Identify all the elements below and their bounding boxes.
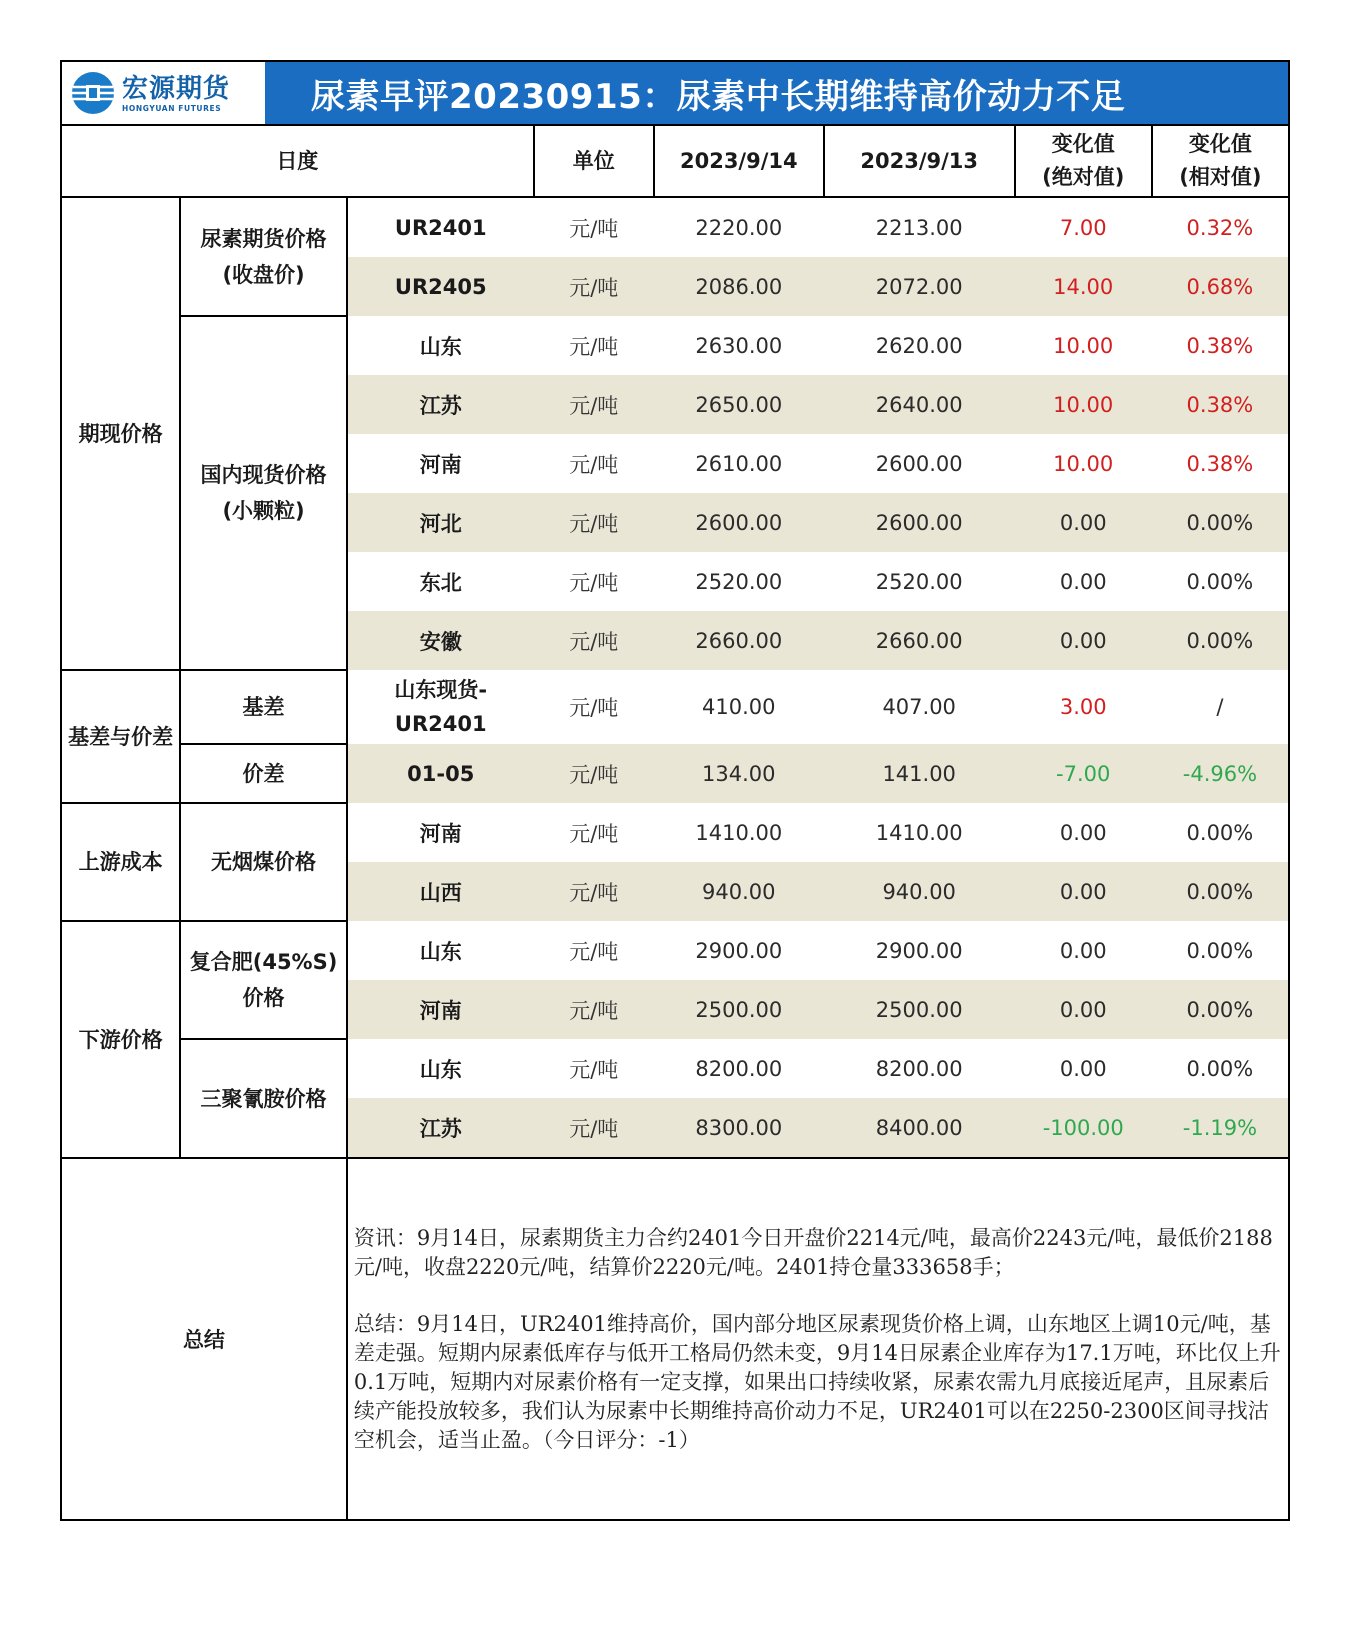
row-item: UR2405 bbox=[347, 257, 534, 316]
row-item: 山西 bbox=[347, 862, 534, 921]
row-value-date1: 2600.00 bbox=[654, 493, 824, 552]
row-unit: 元/吨 bbox=[534, 862, 654, 921]
table-row bbox=[61, 1039, 1289, 1098]
group-spot-price: 国内现货价格 (小颗粒) bbox=[180, 316, 347, 670]
summary-conclusion: 总结：9月14日，UR2401维持高价，国内部分地区尿素现货价格上调，山东地区上调10元/吨，基差走强。短期内尿素低库存与低开工格局仍然未变，9月14日尿素企业库存为17.1万吨，环比仅上升0.1万吨，短期内对尿素价格有一定支撑，如果出口持续收紧，尿素农需九月底接近尾声，且尿素后续产能投放较多，我们认为尿素中长期维持高价动力不足，UR2401可以在2250-2300区间寻找沽空机会，适当止盈。（今日评分：-1） bbox=[353, 1311, 1281, 1452]
row-rel-change: 0.00% bbox=[1152, 1039, 1289, 1098]
section-upstream: 上游成本 bbox=[61, 803, 180, 921]
row-value-date1: 2220.00 bbox=[695, 215, 783, 240]
row-unit: 元/吨 bbox=[534, 1098, 654, 1158]
row-value-date2: 2600.00 bbox=[875, 451, 963, 476]
row-value-date1: 2086.00 bbox=[654, 257, 824, 316]
row-unit: 元/吨 bbox=[569, 821, 619, 846]
row-abs-change: 0.00 bbox=[1059, 569, 1107, 594]
row-value-date1: 2520.00 bbox=[695, 569, 783, 594]
row-item: 河南 bbox=[347, 980, 534, 1039]
row-value-date2: 2520.00 bbox=[875, 569, 963, 594]
row-value-date2: 1410.00 bbox=[875, 820, 963, 845]
row-value-date1: 2900.00 bbox=[695, 938, 783, 963]
row-rel-change: -1.19% bbox=[1152, 1098, 1289, 1158]
row-unit: 元/吨 bbox=[534, 257, 654, 316]
row-abs-change: 3.00 bbox=[1059, 695, 1107, 719]
row-value-date2: 2640.00 bbox=[824, 375, 1015, 434]
table-header-row bbox=[61, 125, 1289, 197]
header-abs-change: 变化值 (绝对值) bbox=[1015, 125, 1152, 197]
row-abs-change: 10.00 bbox=[1053, 451, 1114, 476]
summary-row bbox=[61, 1158, 1289, 1520]
row-item: 山东 bbox=[419, 1057, 462, 1082]
report-title: 尿素早评20230915：尿素中长期维持高价动力不足 bbox=[265, 62, 1288, 124]
row-rel-change: 0.00% bbox=[1152, 921, 1289, 980]
section-futures-spot: 期现价格 bbox=[61, 197, 180, 670]
section-basis-spread: 基差与价差 bbox=[61, 670, 180, 803]
brand-name-en: HONGYUAN FUTURES bbox=[122, 103, 222, 113]
row-value-date1: 2660.00 bbox=[654, 611, 824, 670]
row-value-date1: 1410.00 bbox=[695, 820, 783, 845]
row-abs-change: 0.00 bbox=[1059, 820, 1107, 845]
row-abs-change: -100.00 bbox=[1015, 1098, 1152, 1158]
section-downstream: 下游价格 bbox=[61, 921, 180, 1158]
row-abs-change: 0.00 bbox=[1015, 862, 1152, 921]
table-row bbox=[61, 316, 1289, 375]
row-abs-change: -7.00 bbox=[1015, 744, 1152, 803]
row-unit: 元/吨 bbox=[569, 696, 619, 720]
row-abs-change: 7.00 bbox=[1059, 215, 1107, 240]
row-value-date1: 2650.00 bbox=[654, 375, 824, 434]
row-abs-change: 10.00 bbox=[1015, 375, 1152, 434]
row-abs-change: 0.00 bbox=[1059, 1056, 1107, 1081]
row-rel-change: 0.00% bbox=[1152, 862, 1289, 921]
row-value-date2: 2900.00 bbox=[875, 938, 963, 963]
header-date1: 2023/9/14 bbox=[654, 125, 824, 197]
row-value-date2: 141.00 bbox=[824, 744, 1015, 803]
group-futures-price: 尿素期货价格 (收盘价) bbox=[180, 197, 347, 316]
group-anthracite: 无烟煤价格 bbox=[180, 803, 347, 921]
row-item: 东北 bbox=[419, 570, 462, 595]
row-rel-change: 0.00% bbox=[1152, 552, 1289, 611]
row-rel-change: 0.68% bbox=[1152, 257, 1289, 316]
row-value-date1: 8200.00 bbox=[695, 1056, 783, 1081]
row-item: 山东 bbox=[419, 939, 462, 964]
table-row bbox=[61, 197, 1289, 257]
row-item: 江苏 bbox=[347, 1098, 534, 1158]
row-item: 江苏 bbox=[347, 375, 534, 434]
row-item: UR2401 bbox=[394, 215, 487, 240]
row-rel-change: 0.38% bbox=[1152, 375, 1289, 434]
row-rel-change: 0.00% bbox=[1152, 493, 1289, 552]
row-item: 01-05 bbox=[347, 744, 534, 803]
row-value-date2: 2213.00 bbox=[875, 215, 963, 240]
table-row bbox=[61, 921, 1289, 980]
row-rel-change: 0.32% bbox=[1152, 197, 1289, 257]
brand-logo bbox=[62, 62, 265, 124]
row-unit: 元/吨 bbox=[534, 744, 654, 803]
table-row bbox=[61, 670, 1289, 744]
row-item: 山东现货- UR2401 bbox=[394, 678, 488, 736]
row-value-date2: 2620.00 bbox=[875, 333, 963, 358]
group-compound-fertilizer: 复合肥(45%S) 价格 bbox=[180, 921, 347, 1039]
group-basis: 基差 bbox=[180, 670, 347, 744]
row-unit: 元/吨 bbox=[569, 334, 619, 359]
row-abs-change: 0.00 bbox=[1015, 980, 1152, 1039]
row-item: 山东 bbox=[419, 334, 462, 359]
header-dimension: 日度 bbox=[61, 125, 534, 197]
row-abs-change: 0.00 bbox=[1059, 938, 1107, 963]
price-table bbox=[60, 124, 1290, 1521]
row-unit: 元/吨 bbox=[569, 452, 619, 477]
row-value-date1: 2500.00 bbox=[654, 980, 824, 1039]
summary-body bbox=[347, 1158, 1289, 1520]
report-sheet bbox=[60, 60, 1290, 1521]
row-unit: 元/吨 bbox=[534, 375, 654, 434]
row-unit: 元/吨 bbox=[569, 570, 619, 595]
row-rel-change: -4.96% bbox=[1152, 744, 1289, 803]
row-abs-change: 0.00 bbox=[1015, 493, 1152, 552]
hongyuan-logo-icon bbox=[70, 70, 116, 116]
title-banner bbox=[60, 60, 1290, 124]
row-item: 安徽 bbox=[347, 611, 534, 670]
header-unit: 单位 bbox=[534, 125, 654, 197]
row-unit: 元/吨 bbox=[569, 216, 619, 241]
row-unit: 元/吨 bbox=[569, 939, 619, 964]
row-rel-change: 0.38% bbox=[1152, 434, 1289, 493]
summary-label: 总结 bbox=[61, 1158, 347, 1520]
row-abs-change: 10.00 bbox=[1053, 333, 1114, 358]
row-value-date2: 2072.00 bbox=[824, 257, 1015, 316]
row-item: 河南 bbox=[419, 821, 462, 846]
row-unit: 元/吨 bbox=[534, 980, 654, 1039]
row-value-date2: 2600.00 bbox=[824, 493, 1015, 552]
row-item: 河北 bbox=[347, 493, 534, 552]
row-value-date2: 940.00 bbox=[824, 862, 1015, 921]
row-value-date1: 134.00 bbox=[654, 744, 824, 803]
row-rel-change: 0.00% bbox=[1152, 980, 1289, 1039]
row-value-date2: 2660.00 bbox=[824, 611, 1015, 670]
row-unit: 元/吨 bbox=[569, 1057, 619, 1082]
row-value-date1: 410.00 bbox=[702, 695, 776, 719]
row-rel-change: 0.00% bbox=[1152, 803, 1289, 862]
table-row bbox=[61, 744, 1289, 803]
row-rel-change: 0.00% bbox=[1152, 611, 1289, 670]
summary-news: 资讯：9月14日，尿素期货主力合约2401今日开盘价2214元/吨，最高价2243元/吨，最低价2188元/吨，收盘2220元/吨，结算价2220元/吨。2401持仓量333658手； bbox=[353, 1225, 1273, 1279]
header-date2: 2023/9/13 bbox=[824, 125, 1015, 197]
row-value-date1: 8300.00 bbox=[654, 1098, 824, 1158]
row-value-date1: 940.00 bbox=[654, 862, 824, 921]
row-value-date1: 2610.00 bbox=[695, 451, 783, 476]
header-rel-change: 变化值 (相对值) bbox=[1152, 125, 1289, 197]
table-row bbox=[61, 803, 1289, 862]
row-rel-change: / bbox=[1152, 670, 1289, 744]
brand-name-cn: 宏源期货 bbox=[122, 73, 231, 104]
row-value-date1: 2630.00 bbox=[695, 333, 783, 358]
row-rel-change: 0.38% bbox=[1152, 316, 1289, 375]
row-value-date2: 8400.00 bbox=[824, 1098, 1015, 1158]
row-item: 河南 bbox=[419, 452, 462, 477]
row-value-date2: 2500.00 bbox=[824, 980, 1015, 1039]
row-value-date2: 407.00 bbox=[882, 695, 956, 719]
row-abs-change: 14.00 bbox=[1015, 257, 1152, 316]
group-melamine: 三聚氰胺价格 bbox=[180, 1039, 347, 1158]
row-unit: 元/吨 bbox=[534, 493, 654, 552]
group-spread: 价差 bbox=[180, 744, 347, 803]
row-value-date2: 8200.00 bbox=[875, 1056, 963, 1081]
row-abs-change: 0.00 bbox=[1015, 611, 1152, 670]
row-unit: 元/吨 bbox=[534, 611, 654, 670]
